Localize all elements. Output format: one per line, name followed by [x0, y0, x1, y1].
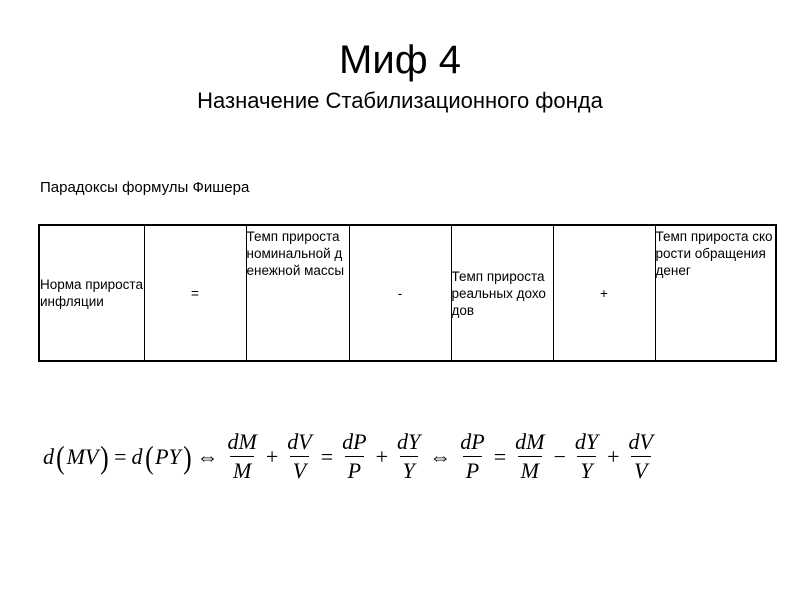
- formula-paren-close: ): [182, 438, 192, 475]
- formula-equals: =: [493, 443, 507, 469]
- fraction-dy-y: [572, 430, 601, 483]
- fraction-dp-p: [339, 430, 369, 483]
- table-cell-inflation: Норма прироста инфляции: [39, 225, 144, 361]
- formula-minus: −: [553, 443, 566, 469]
- formula-mv: MV: [66, 443, 99, 469]
- slide-subtitle: Назначение Стабилизационного фонда: [197, 88, 603, 113]
- fraction-dv-v: [626, 430, 656, 483]
- table-cell-plus: +: [553, 225, 655, 361]
- fraction-dv-v: [284, 430, 314, 483]
- fraction-numerator: dP: [460, 429, 485, 454]
- fraction-numerator: dY: [397, 429, 421, 454]
- fraction-dm-m: [225, 430, 260, 483]
- fraction-denominator: V: [290, 456, 309, 483]
- fraction-numerator: dM: [227, 429, 257, 454]
- fraction-denominator: Y: [577, 456, 595, 483]
- fraction-dp-p: [457, 430, 487, 483]
- formula-paren-close: ): [100, 438, 110, 475]
- formula-paren-open: (: [56, 438, 65, 475]
- formula-plus: +: [607, 443, 620, 469]
- fraction-numerator: dM: [515, 429, 545, 454]
- fraction-denominator: P: [463, 456, 482, 483]
- formula-equivalence: ⇔: [429, 443, 452, 469]
- table-cell-velocity: Темп прироста скорости обращения денег: [655, 225, 776, 361]
- formula-plus: +: [265, 443, 279, 469]
- table-row: [39, 225, 776, 361]
- fraction-denominator: P: [345, 456, 364, 483]
- formula-equivalence: ⇔: [196, 443, 219, 469]
- formula-d: d: [131, 443, 143, 469]
- fraction-denominator: M: [230, 456, 254, 483]
- formula-paren-open: (: [144, 438, 154, 475]
- fraction-dy-y: [394, 430, 423, 483]
- fraction-numerator: dP: [342, 429, 367, 454]
- formula-plus: +: [375, 443, 388, 469]
- table-cell-minus: -: [349, 225, 451, 361]
- formula-py: PY: [155, 443, 181, 469]
- section-heading: Парадоксы формулы Фишера: [40, 179, 250, 196]
- fraction-denominator: V: [631, 456, 650, 483]
- table-cell-equals: =: [144, 225, 246, 361]
- fraction-numerator: dY: [574, 429, 599, 454]
- slide-title: Миф 4: [339, 38, 461, 82]
- fraction-denominator: Y: [400, 456, 418, 483]
- formula-d: d: [43, 443, 54, 469]
- fisher-table: [38, 224, 777, 362]
- table-cell-money-supply: Темп прироста номинальной денежной массы: [246, 225, 349, 361]
- formula-equals: =: [320, 443, 334, 469]
- fraction-dm-m: [512, 430, 547, 483]
- table-cell-real-income: Темп прироста реальных доходов: [451, 225, 553, 361]
- fraction-numerator: dV: [287, 429, 312, 454]
- fraction-denominator: M: [518, 456, 542, 483]
- formula-equals: =: [114, 443, 127, 469]
- fraction-numerator: dV: [628, 429, 653, 454]
- fisher-formula: [42, 430, 658, 483]
